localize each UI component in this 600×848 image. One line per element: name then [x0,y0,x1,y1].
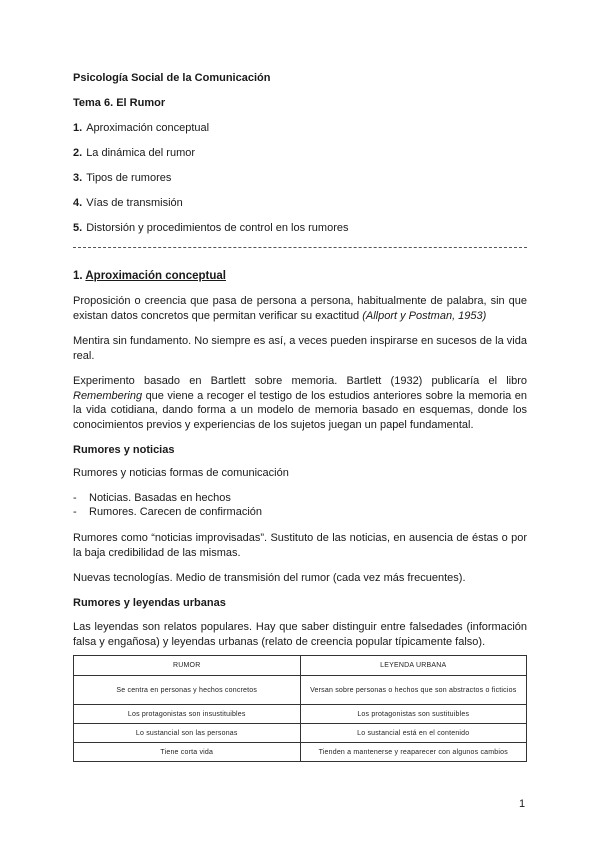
table-cell: Los protagonistas son sustituibles [300,705,527,724]
list-item-text: Rumores. Carecen de confirmación [89,506,263,518]
paragraph: Rumores y noticias formas de comunicación [73,467,289,479]
paragraph-text: Experimento basado en Bartlett sobre memoria. Bartlett (1932) publicaría el libro [73,375,527,387]
toc-number: 5. [73,222,83,234]
comparison-table [73,655,527,762]
subsection-heading: Rumores y noticias [73,444,175,456]
book-title: Remembering [73,389,143,402]
column-header: RUMOR [74,656,301,676]
table-row [74,676,527,705]
table-cell: Tienden a mantenerse y reaparecer con algunos cambios [300,743,527,762]
table-cell: Lo sustancial son las personas [74,724,301,743]
toc-number: 1. [73,122,83,134]
section-title: Aproximación conceptual [85,270,226,282]
bullet-dash: - [73,506,77,518]
paragraph: Nuevas tecnologías. Medio de transmisión del rumor (cada vez más frecuentes). [73,572,466,584]
definition-text: Proposición o creencia que pasa de persona a persona, habitualmente de palabra, sin que existan datos concretos que permitan verificar su exactitud [73,295,527,322]
table-cell: Los protagonistas son insustituibles [74,705,301,724]
table-cell: Lo sustancial está en el contenido [300,724,527,743]
table-row [74,743,527,762]
paragraph: Rumores como “noticias improvisadas”. Sustituto de las noticias, en ausencia de éstas o por la baja credibilidad de las mismas. [73,532,527,559]
toc-label: Tipos de rumores [86,172,172,184]
toc-label: La dinámica del rumor [86,147,196,159]
toc-label: Distorsión y procedimientos de control en los rumores [86,222,349,234]
definition-paragraph [73,294,527,323]
page-number: 1 [519,798,526,810]
toc-item [73,121,209,136]
toc-number: 3. [73,172,83,184]
section-heading [73,269,226,284]
list-item [73,505,262,519]
citation: (Allport y Postman, 1953) [362,309,487,322]
paragraph: Las leyendas son relatos populares. Hay que saber distinguir entre falsedades (información falsa y engañosa) y leyendas urbanas (relato de creencia popular típicamente falso). [73,621,527,648]
paragraph: Mentira sin fundamento. No siempre es así, a veces pueden inspirarse en sucesos de la vida real. [73,335,527,362]
subsection-heading: Rumores y leyendas urbanas [73,597,226,609]
toc-number: 4. [73,197,83,209]
document-title: Psicología Social de la Comunicación [73,72,271,84]
toc-item [73,146,195,161]
bullet-dash: - [73,492,77,504]
section-number: 1. [73,270,83,282]
toc-label: Aproximación conceptual [86,122,210,134]
list-item [73,491,262,505]
column-header: LEYENDA URBANA [300,656,527,676]
list-item-text: Noticias. Basadas en hechos [89,492,231,504]
toc-label: Vías de transmisión [86,197,183,209]
document-subtitle: Tema 6. El Rumor [73,97,166,109]
table-cell: Versan sobre personas o hechos que son abstractos o ficticios [300,676,527,705]
toc-item [73,196,183,211]
table-cell: Tiene corta vida [74,743,301,762]
toc-number: 2. [73,147,83,159]
toc-item [73,171,171,186]
table-header-row [74,656,527,676]
section-divider [73,247,527,248]
bartlett-paragraph [73,374,527,432]
table-row [74,724,527,743]
table-row [74,705,527,724]
toc-item [73,221,348,236]
table-cell: Se centra en personas y hechos concretos [74,676,301,705]
bullet-list [73,491,262,519]
paragraph-text: que viene a recoger el testigo de los estudios anteriores sobre la memoria en la vida cotidiana, dando forma a un modelo de memoria basado en esquemas, donde los conocimientos previos y experiencias de los sujetos juegan un papel fundamental. [73,389,527,431]
